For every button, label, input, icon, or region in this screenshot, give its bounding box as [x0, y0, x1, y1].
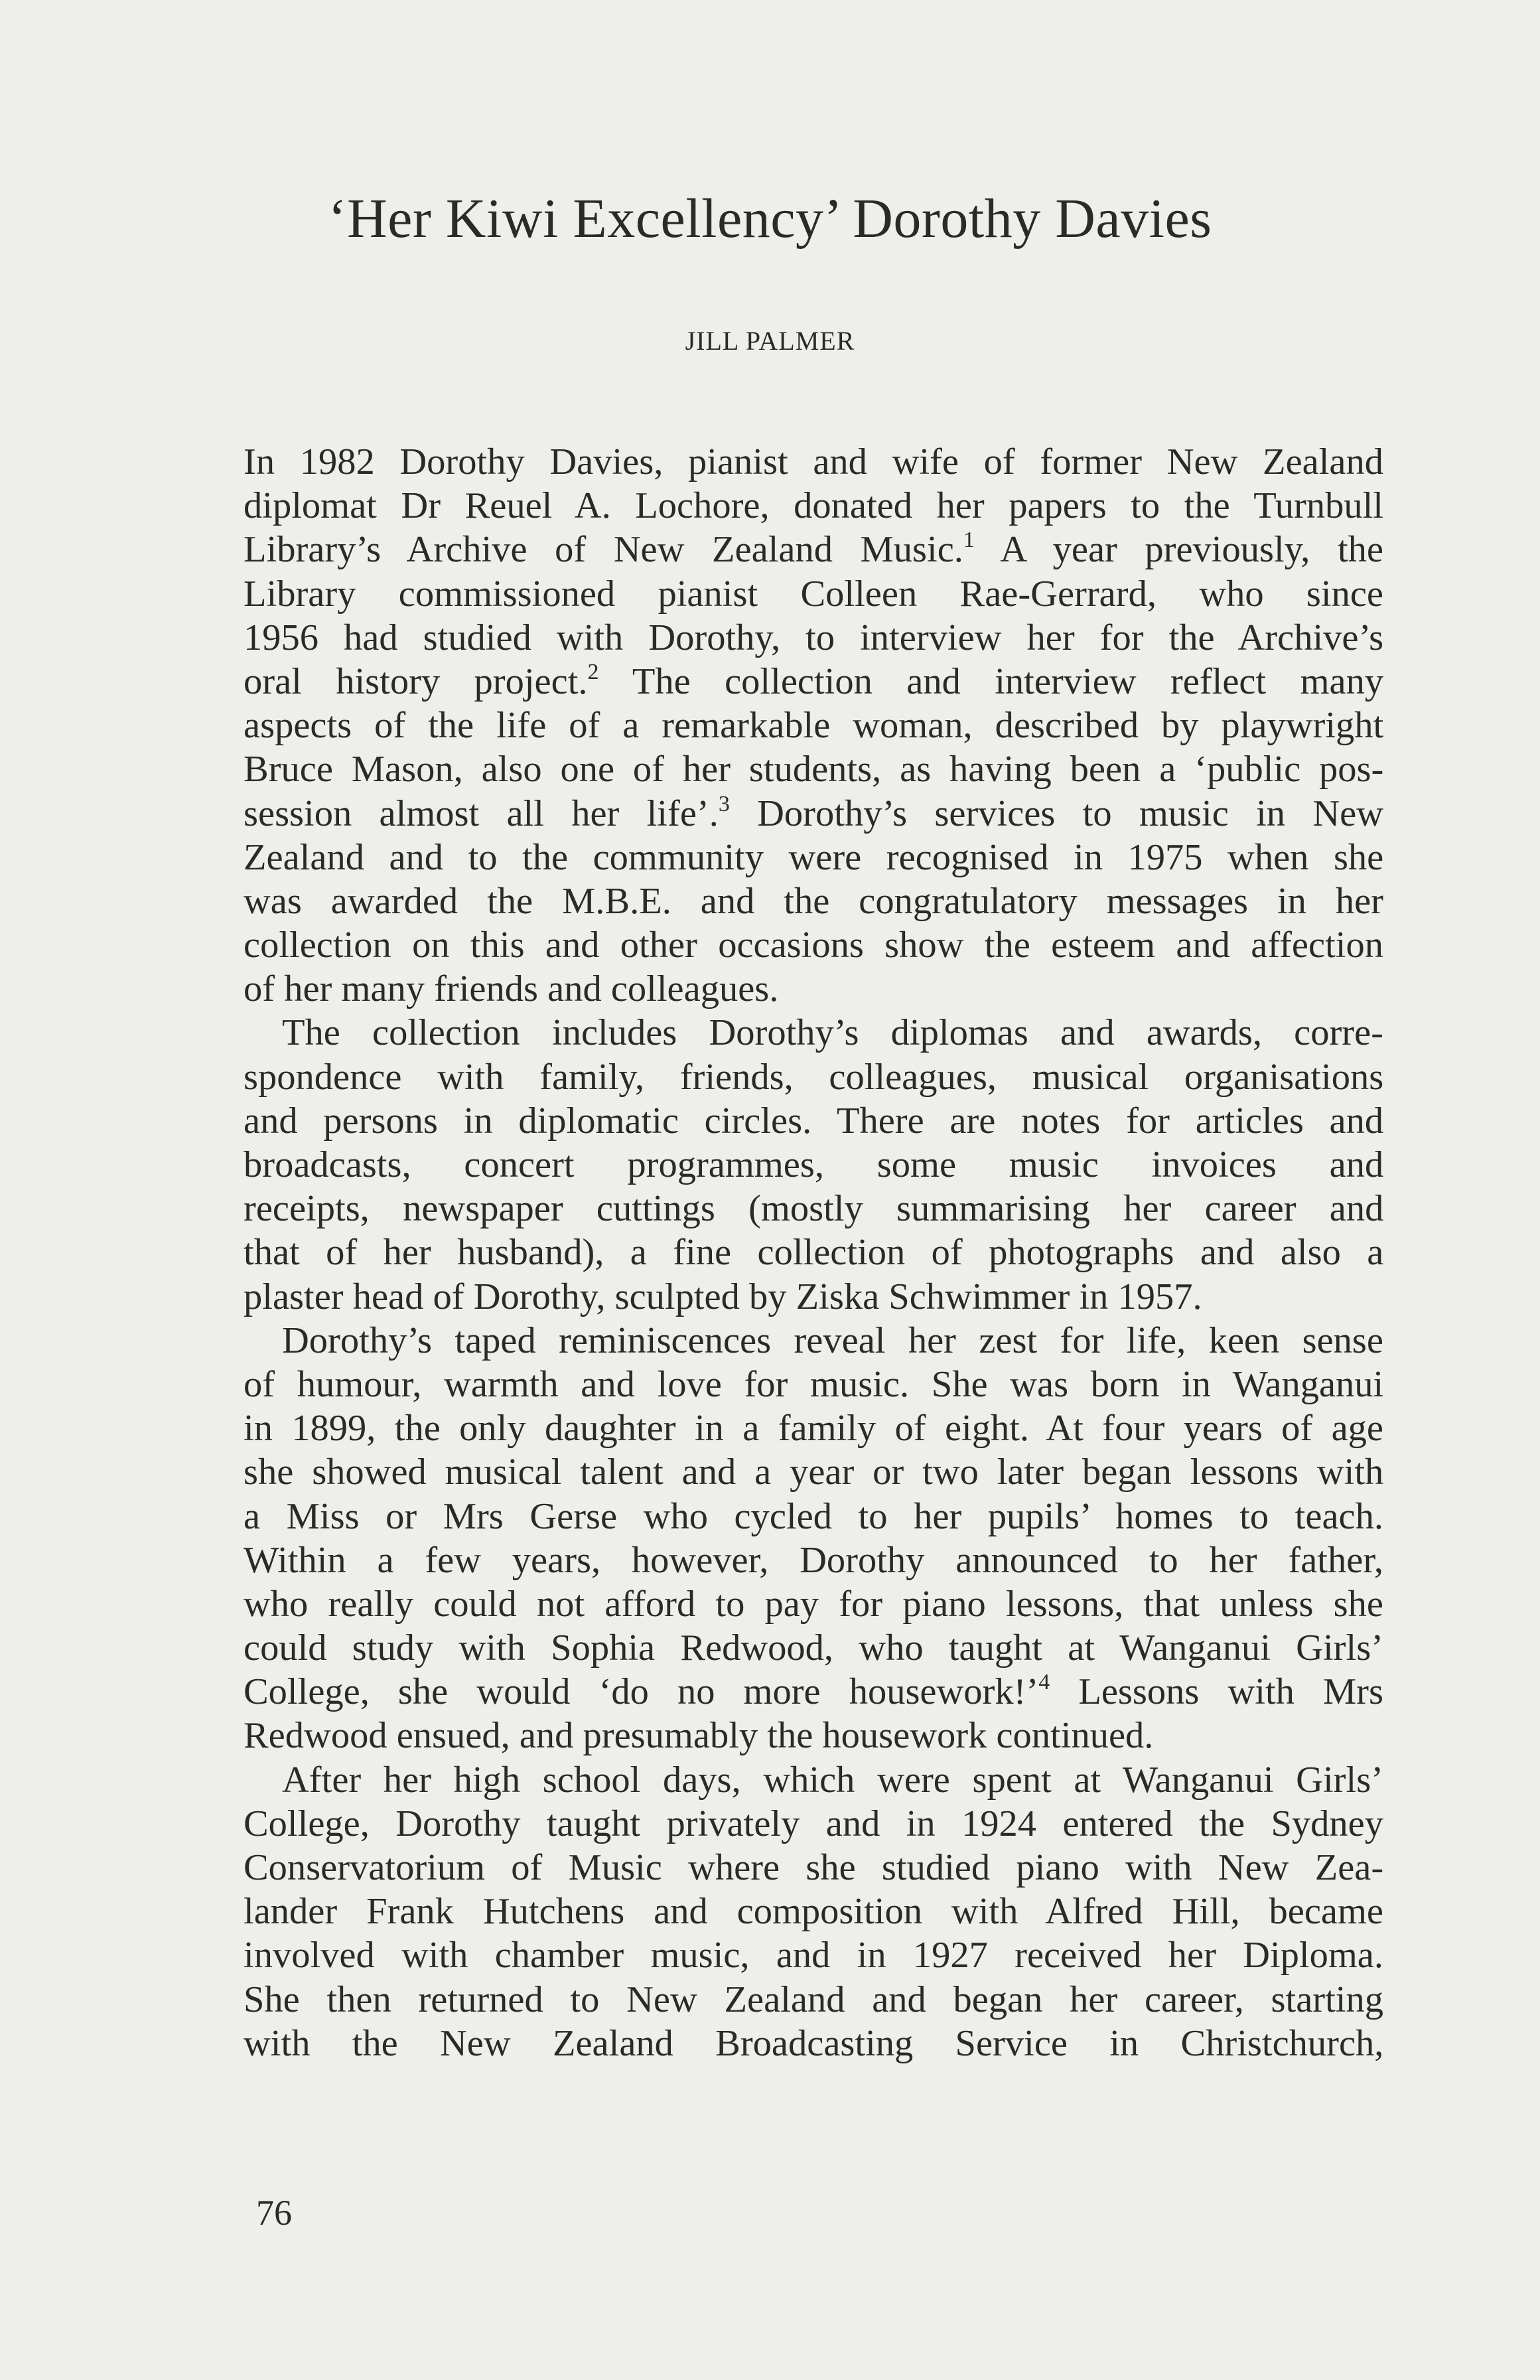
footnote-marker: 4 — [1038, 1670, 1050, 1695]
text-line: Library commissioned pianist Colleen Rae-Gerrard, who since — [244, 573, 1383, 615]
text-segment: The collection and interview reflect many — [632, 660, 1384, 702]
text-line: with the New Zealand Broadcasting Service in Christchurch, — [244, 2022, 1384, 2064]
text-line: lander Frank Hutchens and composition with Alfred Hill, became — [244, 1891, 1383, 1933]
text-segment: A year previously, the — [1000, 529, 1384, 571]
text-line: of humour, warmth and love for music. She was born in Wanganui — [244, 1363, 1384, 1405]
paragraph-4 — [244, 1758, 1383, 2065]
text-line: In 1982 Dorothy Davies, pianist and wife of former New Zealand — [244, 441, 1383, 483]
text-segment: session almost all her life’. — [244, 792, 719, 834]
text-line: was awarded the M.B.E. and the congratulatory messages in her — [244, 880, 1383, 922]
text-line: spondence with family, friends, colleagues, musical organisations — [244, 1056, 1384, 1098]
text-line: that of her husband), a fine collection of photographs and also a — [244, 1232, 1384, 1274]
text-line — [244, 660, 1383, 704]
text-line: broadcasts, concert programmes, some music invoices and — [244, 1144, 1384, 1185]
text-line: The collection includes Dorothy’s diplomas and awards, corre- — [282, 1012, 1383, 1054]
text-line: in 1899, the only daughter in a family of eight. At four years of age — [244, 1408, 1383, 1450]
text-line: After her high school days, which were spent at Wanganui Girls’ — [282, 1759, 1383, 1801]
text-line: diplomat Dr Reuel A. Lochore, donated her papers to the Turnbull — [244, 485, 1383, 527]
paragraph-2 — [244, 1011, 1383, 1318]
text-line: a Miss or Mrs Gerse who cycled to her pupils’ homes to teach. — [244, 1495, 1383, 1537]
text-line: 1956 had studied with Dorothy, to interview her for the Archive’s — [244, 617, 1384, 658]
text-line — [244, 792, 1383, 836]
article-title: ‘Her Kiwi Excellency’ Dorothy Davies — [328, 188, 1212, 250]
text-line: could study with Sophia Redwood, who taught at Wanganui Girls’ — [244, 1627, 1383, 1669]
article-author: JILL PALMER — [685, 326, 855, 356]
text-segment: Dorothy’s services to music in New — [757, 792, 1383, 834]
page-number: 76 — [256, 2193, 292, 2233]
article-body — [244, 440, 1383, 2065]
text-line: Bruce Mason, also one of her students, as having been a ‘public pos- — [244, 749, 1384, 790]
text-segment: oral history project. — [244, 660, 588, 702]
text-line: and persons in diplomatic circles. There are notes for articles and — [244, 1100, 1384, 1142]
text-line: receipts, newspaper cuttings (mostly summarising her career and — [244, 1188, 1384, 1230]
text-segment: College, she would ‘do no more housework!’ — [244, 1671, 1039, 1713]
text-line: Within a few years, however, Dorothy announced to her father, — [244, 1539, 1384, 1581]
text-line: she showed musical talent and a year or two later began lessons with — [244, 1451, 1384, 1493]
footnote-marker: 2 — [587, 659, 599, 684]
text-line: Conservatorium of Music where she studied piano with New Zea- — [244, 1847, 1384, 1888]
text-line — [244, 1670, 1383, 1714]
text-line: plaster head of Dorothy, sculpted by Ziska Schwimmer in 1957. — [244, 1276, 1202, 1317]
text-segment: Library’s Archive of New Zealand Music. — [244, 529, 963, 571]
text-line: Zealand and to the community were recognised in 1975 when she — [244, 836, 1384, 878]
paragraph-1 — [244, 440, 1383, 1011]
text-line: involved with chamber music, and in 1927 received her Diploma. — [244, 1935, 1383, 1976]
footnote-marker: 1 — [963, 528, 975, 553]
text-line: collection on this and other occasions show the esteem and affection — [244, 925, 1383, 966]
text-line — [244, 528, 1383, 571]
text-segment: Lessons with Mrs — [1078, 1671, 1383, 1713]
text-line: College, Dorothy taught privately and in 1924 entered the Sydney — [244, 1803, 1383, 1844]
text-line: Dorothy’s taped reminiscences reveal her zest for life, keen sense — [282, 1319, 1383, 1361]
paragraph-3 — [244, 1319, 1383, 1758]
text-line: She then returned to New Zealand and began her career, starting — [244, 1978, 1383, 2020]
footnote-marker: 3 — [718, 791, 730, 816]
text-line: aspects of the life of a remarkable woman, described by playwright — [244, 705, 1384, 747]
text-line: who really could not afford to pay for piano lessons, that unless she — [244, 1583, 1383, 1625]
text-line: Redwood ensued, and presumably the housework continued. — [244, 1715, 1154, 1757]
text-line: of her many friends and colleagues. — [244, 968, 779, 1010]
